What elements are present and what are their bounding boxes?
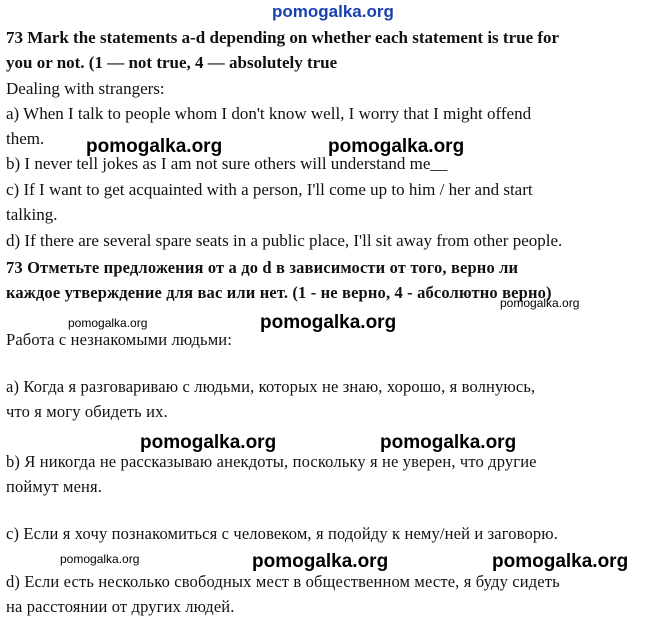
- english-heading-line1: 73 Mark the statements a-d depending on whether each statement is true for: [6, 28, 560, 47]
- watermark-top: pomogalka.org: [272, 2, 394, 21]
- russian-item-d-line1: d) Если есть несколько свободных мест в общественном месте, я буду сидеть: [6, 572, 560, 591]
- watermark-4: pomogalka.org: [68, 316, 148, 330]
- watermark-10: pomogalka.org: [492, 551, 629, 572]
- russian-heading-line1: 73 Отметьте предложения от а до d в зависимости от того, верно ли: [6, 258, 519, 277]
- watermark-2: pomogalka.org: [328, 136, 465, 157]
- watermark-8: pomogalka.org: [60, 552, 140, 566]
- watermark-1: pomogalka.org: [86, 136, 223, 157]
- english-subheading: Dealing with strangers:: [6, 79, 165, 98]
- english-item-c-line1: c) If I want to get acquainted with a person, I'll come up to him / her and start: [6, 180, 533, 199]
- watermark-5: pomogalka.org: [260, 312, 397, 333]
- russian-item-b-line1: b) Я никогда не рассказываю анекдоты, поскольку я не уверен, что другие: [6, 452, 537, 471]
- watermark-9: pomogalka.org: [252, 551, 389, 572]
- english-item-c-line2: talking.: [6, 205, 58, 224]
- russian-subheading: Работа с незнакомыми людьми:: [6, 330, 232, 349]
- watermark-3: pomogalka.org: [500, 296, 580, 310]
- english-heading-line2: you or not. (1 — not true, 4 — absolutely true: [6, 53, 338, 72]
- english-item-b: b) I never tell jokes as I am not sure others will understand me__: [6, 154, 448, 173]
- russian-item-d-line2: на расстоянии от других людей.: [6, 597, 235, 616]
- english-item-a-line2: them.: [6, 129, 45, 148]
- english-item-d: d) If there are several spare seats in a public place, I'll sit away from other people.: [6, 231, 563, 250]
- russian-item-c: с) Если я хочу познакомиться с человеком, я подойду к нему/ней и заговорю.: [6, 524, 559, 543]
- watermark-6: pomogalka.org: [140, 432, 277, 453]
- russian-heading-line2: каждое утверждение для вас или нет. (1 - не верно, 4 - абсолютно верно): [6, 283, 552, 302]
- watermark-7: pomogalka.org: [380, 432, 517, 453]
- russian-item-b-line2: поймут меня.: [6, 477, 103, 496]
- russian-item-a-line1: а) Когда я разговариваю с людьми, которых не знаю, хорошо, я волнуюсь,: [6, 377, 536, 396]
- english-item-a-line1: a) When I talk to people whom I don't know well, I worry that I might offend: [6, 104, 532, 123]
- russian-item-a-line2: что я могу обидеть их.: [6, 402, 168, 421]
